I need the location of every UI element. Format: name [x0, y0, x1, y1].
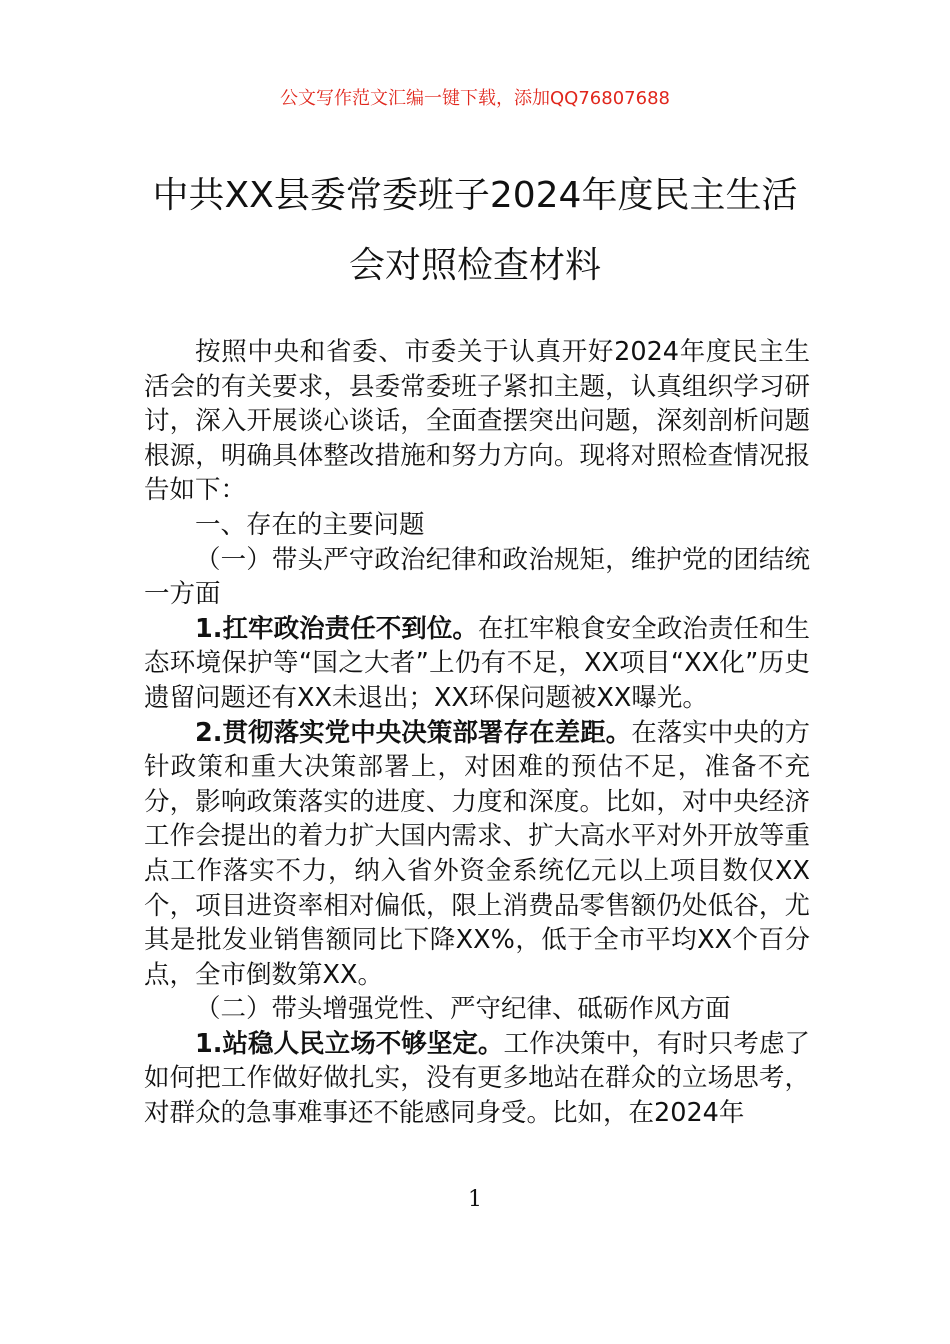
paragraph-lead: 1.扛牢政治责任不到位。: [195, 613, 478, 644]
body-text: [144, 335, 810, 1131]
subsection-heading: （一）带头严守政治纪律和政治规矩，维护党的团结统一方面: [144, 544, 810, 610]
title-line-2: 会对照检查材料: [348, 245, 601, 286]
paragraph-text: 在落实中央的方针政策和重大决策部署上，对困难的预估不足，准备不充分，影响政策落实的进度、力度和深度。比如，对中央经济工作会提出的着力扩大国内需求、扩大高水平对外开放等重点工作落实不力，纳入省外资金系统亿元以上项目数仅XX个，项目进资率相对偏低，限上消费品零售额仍处低谷，尤其是批发业销售额同比下降XX%，低于全市平均XX个百分点，全市倒数第XX。: [144, 717, 810, 990]
paragraph: [144, 716, 810, 993]
subsection-heading: （二）带头增强党性、严守纪律、砥砺作风方面: [195, 994, 731, 1025]
paragraph: [144, 612, 810, 716]
section-heading: 一、存在的主要问题: [195, 509, 425, 540]
page-number: 1: [468, 1187, 482, 1212]
intro-paragraph: 按照中央和省委、市委关于认真开好2024年度民主生活会的有关要求，县委常委班子紧扣主题，认真组织学习研讨，深入开展谈心谈话，全面查摆突出问题，深刻剖析问题根源，明确具体整改措施和努力方向。现将对照检查情况报告如下：: [144, 337, 810, 506]
header-note: 公文写作范文汇编一键下载，添加QQ76807688: [280, 88, 670, 109]
paragraph-lead: 1.站稳人民立场不够坚定。: [195, 1028, 504, 1059]
paragraph-lead: 2.贯彻落实党中央决策部署存在差距。: [195, 717, 632, 748]
paragraph: [144, 1027, 810, 1131]
title-line-1: 中共XX县委常委班子2024年度民主生活: [152, 175, 798, 216]
paragraph-text: 在扛牢粮食安全政治责任和生态环境保护等“国之大者”上仍有不足，XX项目“XX化”历史遗留问题还有XX未退出；XX环保问题被XX曝光。: [144, 613, 810, 713]
paragraph-text: 工作决策中，有时只考虑了如何把工作做好做扎实，没有更多地站在群众的立场思考，对群众的急事难事还不能感同身受。比如，在2024年: [144, 1028, 810, 1129]
